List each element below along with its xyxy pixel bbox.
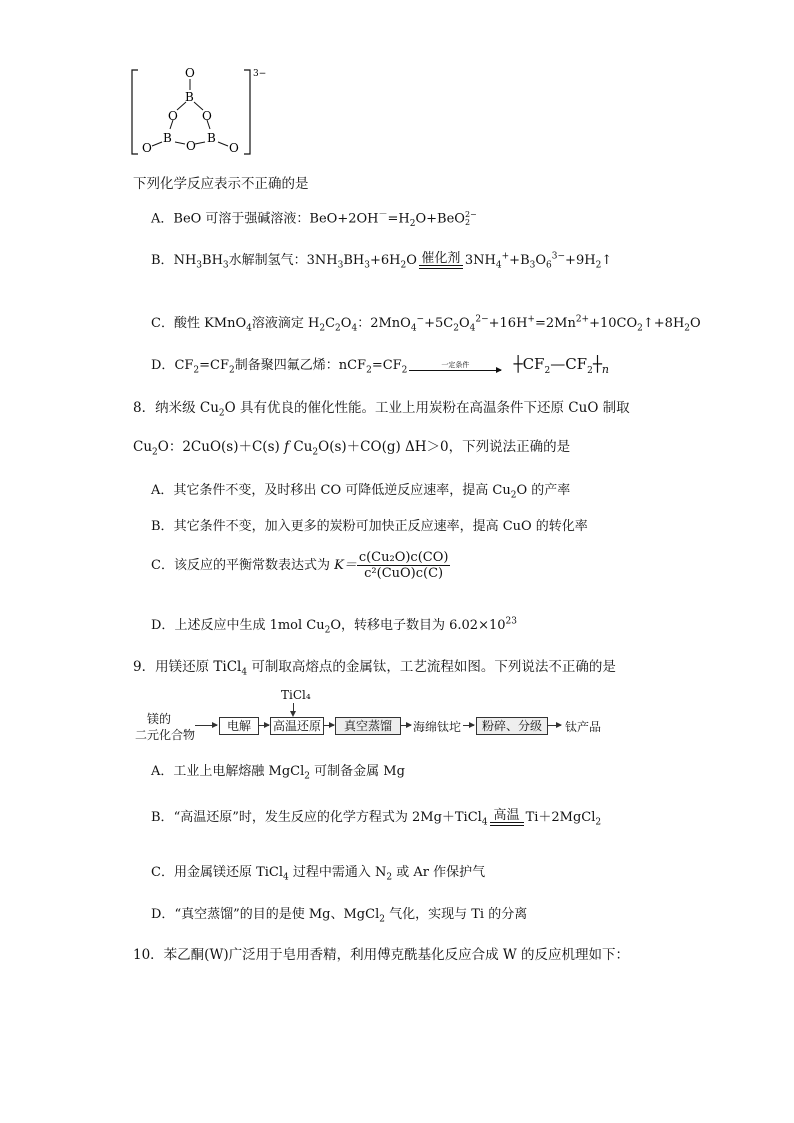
q8-option-b[interactable]: B．其它条件不变，加入更多的炭粉可加快正反应速率，提高 CuO 的转化率 — [151, 519, 588, 534]
flow-start-line2: 二元化合物 — [135, 728, 196, 742]
flow-step-crush-grade: 粉碎、分级 — [476, 717, 548, 735]
flow-step-electrolysis: 电解 — [219, 717, 259, 735]
q8-stem-line1: 8．纳米级 $Cu_2O$ 具有优良的催化性能。工业上用炭粉在高温条件下还原 CuO 制取 — [133, 400, 630, 419]
atom-b-top: B — [185, 90, 194, 104]
flow-step-high-temp-reduction: 高温还原 — [270, 717, 324, 735]
equilibrium-fraction: $\frac{\text{c(Cu₂O)c(CO)}}{\text{c²(CuO)c(C)}}$ — [358, 550, 449, 581]
q7-option-a[interactable]: A．BeO 可溶于强碱溶液：$BeO+2OH^-=H_2O+BeO$ 2− 2 — [151, 209, 477, 229]
atom-b-left: B — [163, 131, 172, 145]
flow-sponge-titanium: 海绵钛坨 — [413, 720, 462, 734]
q7-option-b[interactable]: B．$NH_3BH_3$水解制氢气：$3NH_3BH_3+6H_2O$ 催化剂 $3NH_4^++B_3O_6^{3-}+9H_2↑$ — [151, 251, 613, 271]
flow-feed-arrow — [293, 703, 294, 715]
atom-o-right-ring: O — [202, 109, 212, 123]
flow-step-vacuum-distillation: 真空蒸馏 — [335, 717, 401, 735]
q10-stem: 10．苯乙酮(W)广泛用于皂用香精，利用傅克酰基化反应合成 W 的反应机理如下： — [133, 947, 630, 963]
flow-arrow-3 — [323, 725, 334, 726]
q7-stem: 下列化学反应表示不正确的是 — [133, 176, 309, 192]
flow-arrow-1 — [195, 725, 217, 726]
catalyst-condition: 催化剂 — [419, 252, 463, 269]
q7-option-d[interactable]: D．$CF_2=CF_2$制备聚四氟乙烯：$nCF_2=CF_2$ 一定条件 $┼CF_2—CF_2┼_n$ — [151, 355, 609, 376]
flow-feed-ticl4: TiCl₄ — [281, 688, 311, 702]
atom-o-left-out: O — [142, 141, 152, 155]
flow-start-line1: 镁的 — [147, 712, 172, 726]
polymer-repeat-unit: $┼CF_2—CF_2┼_n$ — [513, 355, 609, 376]
ion-charge: 3− — [253, 69, 267, 79]
flow-arrow-2 — [258, 725, 269, 726]
high-temp-condition: 高温 — [490, 809, 524, 826]
borate-ring-structure — [130, 62, 270, 162]
q9-stem: 9．用镁还原 TiCl$_4$ 可制取高熔点的金属钛，工艺流程如图。下列说法不正确的是 — [133, 659, 616, 678]
process-flowchart — [133, 686, 653, 742]
atom-b-right: B — [207, 131, 216, 145]
q9-option-d[interactable]: D．“真空蒸馏”的目的是使 Mg、MgCl$_2$ 气化，实现与 Ti 的分离 — [151, 907, 528, 925]
q9-option-a[interactable]: A．工业上电解熔融 MgCl$_2$ 可制备金属 Mg — [151, 764, 405, 782]
atom-o-right-out: O — [229, 141, 239, 155]
q8-option-c[interactable]: C．该反应的平衡常数表达式为 K＝ $\frac{\text{c(Cu₂O)c(CO)}}{\text{c²(CuO)c(C)}}$ — [151, 550, 449, 581]
atom-o-top: O — [185, 66, 195, 80]
q7-option-c[interactable]: C．酸性 KMnO$_4$溶液滴定 $H_2C_2O_4$：$2MnO_4^-+5C_2O_4^{2-}+16H^+=2Mn^{2+}+10CO_2↑+8H_2O$ — [151, 314, 701, 334]
flow-arrow-5 — [463, 725, 474, 726]
q9-option-c[interactable]: C．用金属镁还原 TiCl$_4$ 过程中需通入 $N_2$ 或 Ar 作保护气 — [151, 865, 486, 883]
flow-end-product: 钛产品 — [565, 720, 602, 734]
atom-o-left-ring: O — [168, 109, 178, 123]
q8-option-a[interactable]: A．其它条件不变，及时移出 CO 可降低逆反应速率，提高 $Cu_2O$ 的产率 — [151, 483, 571, 501]
q8-stem-line2: $Cu_2O$：2CuO(s)＋C(s) f $Cu_2O(s)+CO(g)$ ΔH＞0，下列说法正确的是 — [133, 439, 571, 458]
flow-arrow-6 — [547, 725, 561, 726]
flow-arrow-4 — [400, 725, 411, 726]
q8-option-d[interactable]: D．上述反应中生成 1mol $Cu_2O$，转移电子数目为 $6.02\times 10^{23}$ — [151, 616, 517, 636]
atom-o-bottom-ring: O — [186, 139, 196, 153]
condition-arrow: 一定条件 — [409, 361, 501, 371]
q9-option-b[interactable]: B．“高温还原”时，发生反应的化学方程式为 2Mg＋TiCl$_4$ 高温 Ti＋2MgCl$_2$ — [151, 808, 602, 828]
